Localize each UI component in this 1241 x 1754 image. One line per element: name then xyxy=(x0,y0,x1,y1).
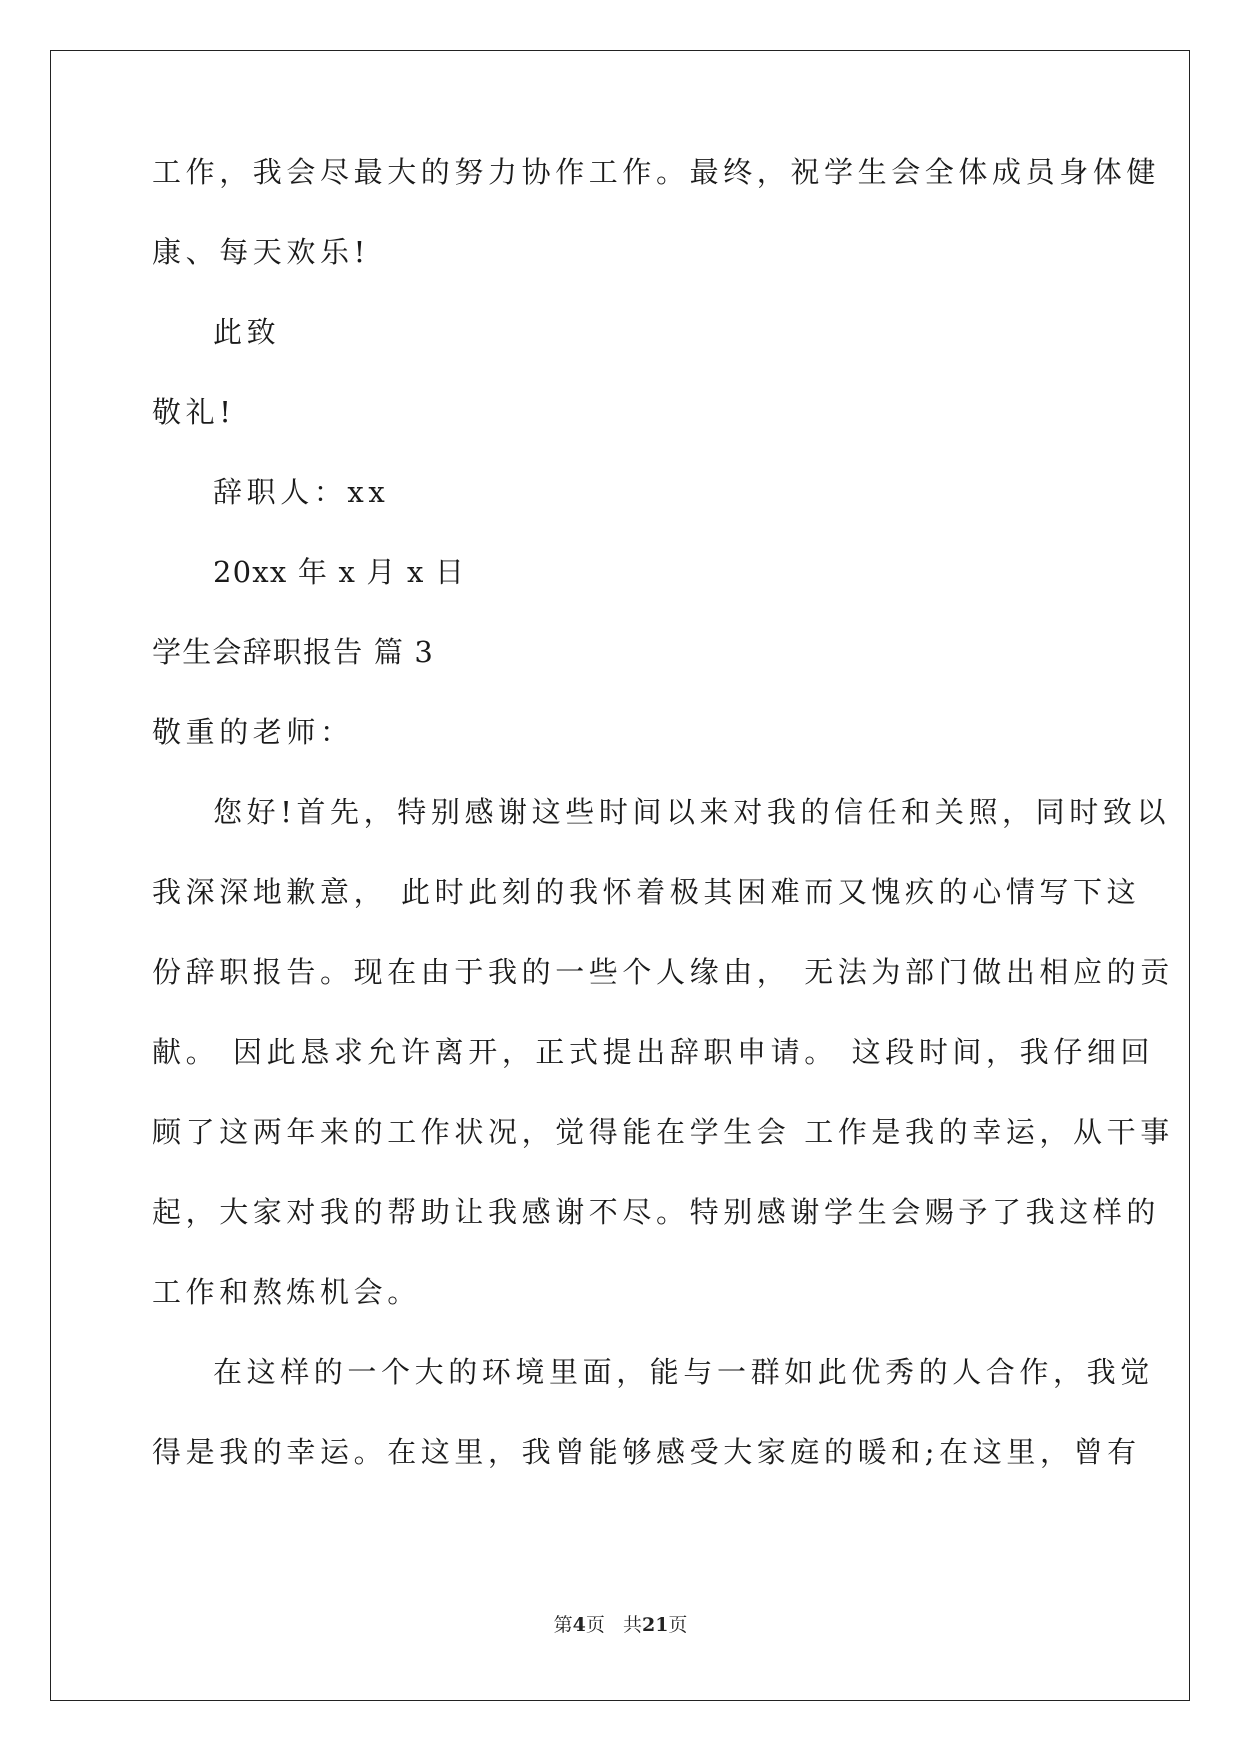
section-heading: 学生会辞职报告 篇 3 xyxy=(152,635,435,669)
signature-line: 辞职人：xx xyxy=(213,475,390,509)
footer-current-page: 4 xyxy=(572,1614,586,1636)
footer-total-pages: 21 xyxy=(641,1614,669,1636)
body-line-7: 顾了这两年来的工作状况，觉得能在学生会 工作是我的幸运，从干事 xyxy=(152,1115,1174,1149)
body-line-5: 份辞职报告。现在由于我的一些个人缘由， 无法为部门做出相应的贡 xyxy=(152,955,1174,989)
closing-respect: 敬礼! xyxy=(152,395,236,429)
body-line-11: 得是我的幸运。在这里，我曾能够感受大家庭的暖和;在这里，曾有 xyxy=(152,1435,1141,1469)
footer-page-unit: 页 xyxy=(585,1614,605,1636)
body-line-3: 您好!首先，特别感谢这些时间以来对我的信任和关照，同时致以 xyxy=(213,795,1171,829)
body-line-4: 我深深地歉意， 此时此刻的我怀着极其困难而又愧疚的心情写下这 xyxy=(152,875,1141,909)
page-footer xyxy=(0,1610,1241,1637)
body-line-1: 工作，我会尽最大的努力协作工作。最终，祝学生会全体成员身体健 xyxy=(152,155,1161,189)
closing-salutation: 此致 xyxy=(213,315,281,349)
greeting-line: 敬重的老师： xyxy=(152,715,354,749)
footer-prefix: 第 xyxy=(553,1614,573,1636)
body-line-2: 康、每天欢乐! xyxy=(152,235,370,269)
body-line-6: 献。 因此恳求允许离开，正式提出辞职申请。 这段时间，我仔细回 xyxy=(152,1035,1155,1069)
body-line-10: 在这样的一个大的环境里面，能与一群如此优秀的人合作，我觉 xyxy=(213,1355,1154,1389)
body-line-9: 工作和熬炼机会。 xyxy=(152,1275,421,1309)
footer-total-prefix: 共 xyxy=(622,1614,642,1636)
body-line-8: 起，大家对我的帮助让我感谢不尽。特别感谢学生会赐予了我这样的 xyxy=(152,1195,1161,1229)
footer-total-unit: 页 xyxy=(668,1614,688,1636)
date-line: 20xx 年 x 月 x 日 xyxy=(213,555,466,589)
